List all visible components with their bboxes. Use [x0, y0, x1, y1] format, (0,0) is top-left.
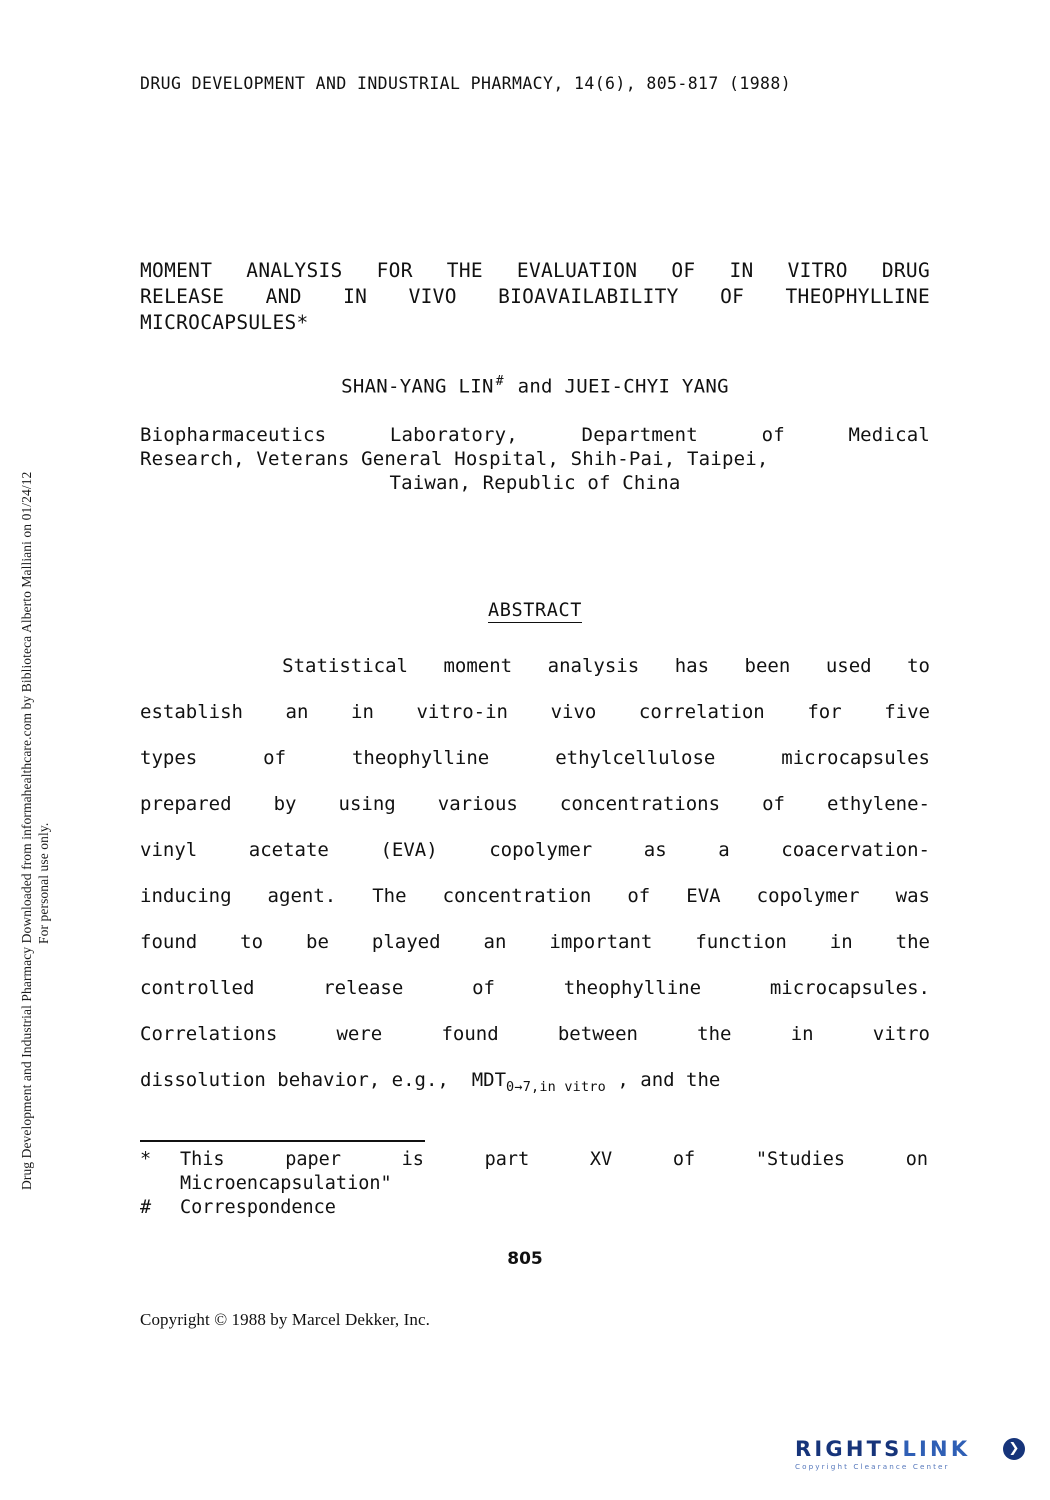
- abstract-line-final: [140, 1057, 930, 1110]
- abstract-line: prepared by using various concentrations of ethylene-: [140, 793, 930, 815]
- abstract-line: inducing agent. The concentration of EVA copolymer was: [140, 885, 930, 907]
- footnote-marker-asterisk: *: [140, 1149, 152, 1170]
- rightslink-wordmark: [795, 1437, 1025, 1461]
- rightslink-word-rights: RIGHTS: [795, 1437, 903, 1461]
- abstract-line: found to be played an important function in the: [140, 931, 930, 953]
- abstract-line: types of theophylline ethylcellulose microcapsules: [140, 747, 930, 769]
- affiliation-line-3: Taiwan, Republic of China: [389, 472, 681, 494]
- footnotes: [140, 1148, 930, 1220]
- footnote-text-1: This paper is part XV of "Studies on: [180, 1149, 928, 1170]
- title-line-2: RELEASE AND IN VIVO BIOAVAILABILITY OF THEOPHYLLINE: [140, 285, 930, 308]
- title-line-3: MICROCAPSULES*: [140, 311, 309, 334]
- author-secondary: and JUEI-CHYI YANG: [505, 375, 729, 398]
- footnote-text-2: Correspondence: [180, 1197, 336, 1218]
- footnote-marker-hash: #: [140, 1197, 152, 1218]
- abstract-final-pre: dissolution behavior, e.g., MDT: [140, 1069, 507, 1091]
- abstract-line: Statistical moment analysis has been used to: [140, 655, 930, 677]
- footnote-item-continued: [140, 1172, 930, 1196]
- mdt-subscript: 0→7,in vitro: [506, 1078, 606, 1095]
- affiliation-line-1: Biopharmaceutics Laboratory, Department of Medical: [140, 424, 930, 446]
- rightslink-logo[interactable]: [795, 1437, 1025, 1473]
- footnote-divider: [140, 1140, 425, 1142]
- page-title: [140, 258, 930, 336]
- affiliation: [140, 423, 930, 495]
- abstract-line: Correlations were found between the in vitro: [140, 1023, 930, 1045]
- rightslink-word-link: LINK: [902, 1437, 971, 1461]
- affiliation-line-2: Research, Veterans General Hospital, Shih-Pai, Taipei,: [140, 448, 769, 470]
- footnote-text-1-cont: Microencapsulation": [180, 1173, 392, 1194]
- abstract-line: establish an in vitro-in vivo correlation for five: [140, 701, 930, 723]
- footnote-item: [140, 1148, 930, 1172]
- watermark-line-2: For personal use only.: [36, 822, 51, 944]
- rightslink-subtitle: Copyright Clearance Center: [795, 1462, 950, 1471]
- author-primary: SHAN-YANG LIN: [341, 375, 494, 398]
- abstract-final-post: , and the: [605, 1069, 721, 1091]
- author-footnote-marker: #: [495, 374, 504, 389]
- abstract-line: controlled release of theophylline microcapsules.: [140, 977, 930, 999]
- rightslink-arrow-icon[interactable]: ❯: [1003, 1438, 1025, 1460]
- abstract-body: [140, 643, 930, 1110]
- footnote-item: [140, 1196, 930, 1220]
- abstract-heading-text: ABSTRACT: [488, 600, 582, 621]
- author-list: [140, 374, 930, 397]
- page-number: 805: [507, 1249, 543, 1269]
- abstract-line: vinyl acetate (EVA) copolymer as a coacervation-: [140, 839, 930, 861]
- abstract-heading: [140, 600, 930, 621]
- watermark-line-1: Drug Development and Industrial Pharmacy Downloaded from informahealthcare.com by Biblioteca Alberto Malliani on 01/24/12: [19, 471, 34, 1190]
- copyright-notice: Copyright © 1988 by Marcel Dekker, Inc.: [140, 1310, 430, 1329]
- journal-running-head: DRUG DEVELOPMENT AND INDUSTRIAL PHARMACY, 14(6), 805-817 (1988): [140, 74, 792, 93]
- title-line-1: MOMENT ANALYSIS FOR THE EVALUATION OF IN VITRO DRUG: [140, 259, 930, 282]
